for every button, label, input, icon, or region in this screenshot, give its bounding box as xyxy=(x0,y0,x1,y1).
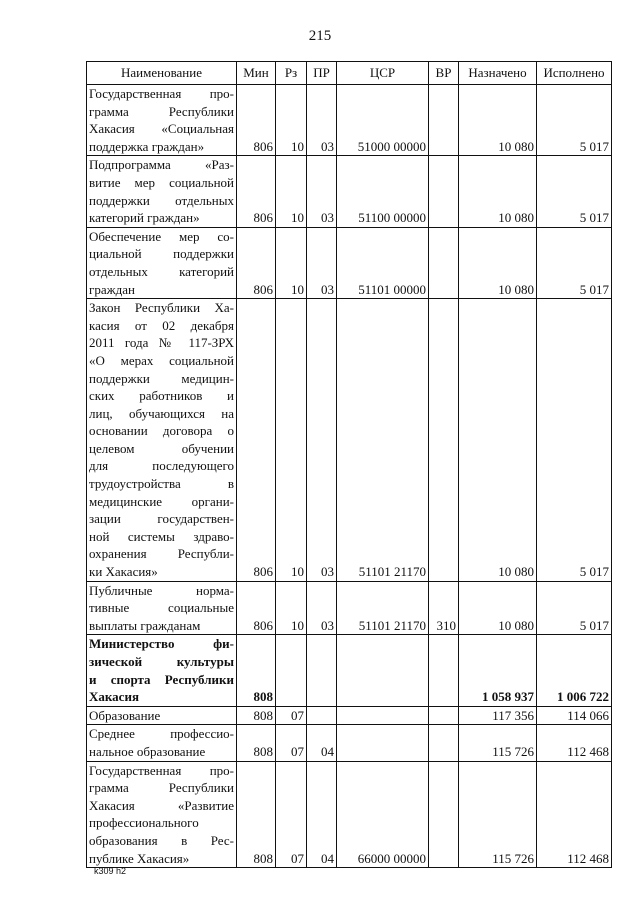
cell-assigned: 10 080 xyxy=(459,581,537,635)
cell-min: 808 xyxy=(237,725,276,761)
cell-executed: 112 468 xyxy=(537,761,612,868)
cell-executed: 5 017 xyxy=(537,581,612,635)
row-name-line: основании договора о xyxy=(89,423,234,439)
table-row xyxy=(87,227,612,298)
row-name-line: категорий граждан» xyxy=(89,210,200,226)
row-name-line: грамма Республики xyxy=(89,780,234,796)
cell-pr: 03 xyxy=(307,299,337,582)
cell-assigned: 115 726 xyxy=(459,761,537,868)
cell-vr xyxy=(429,227,459,298)
cell-pr: 04 xyxy=(307,725,337,761)
row-name-line: профессионального xyxy=(89,815,199,831)
row-name xyxy=(87,761,237,868)
cell-rz: 10 xyxy=(276,581,307,635)
header-vr: ВР xyxy=(429,62,459,85)
row-name-line: Закон Республики Ха- xyxy=(89,300,234,316)
cell-csr: 51101 00000 xyxy=(337,227,429,298)
cell-vr xyxy=(429,761,459,868)
row-name-line: Среднее профессио- xyxy=(89,726,234,742)
row-name-line: Хакасия xyxy=(89,689,139,705)
row-name-line: Государственная про- xyxy=(89,762,234,778)
header-name: Наименование xyxy=(87,62,237,85)
header-csr: ЦСР xyxy=(337,62,429,85)
row-name-line: ки Хакасия» xyxy=(89,564,158,580)
cell-assigned: 117 356 xyxy=(459,706,537,725)
cell-vr xyxy=(429,85,459,156)
table-row xyxy=(87,635,612,706)
cell-rz: 07 xyxy=(276,761,307,868)
row-name-line: публике Хакасия» xyxy=(89,850,190,866)
cell-min: 806 xyxy=(237,299,276,582)
cell-min: 806 xyxy=(237,156,276,227)
row-name-line: нальное образование xyxy=(89,743,206,759)
cell-rz: 10 xyxy=(276,227,307,298)
cell-rz: 07 xyxy=(276,706,307,725)
cell-rz xyxy=(276,635,307,706)
row-name-line: медицинские органи- xyxy=(89,493,234,509)
table-row xyxy=(87,299,612,582)
cell-assigned: 10 080 xyxy=(459,156,537,227)
table-header-row xyxy=(87,62,612,85)
row-name-line: трудоустройства в xyxy=(89,476,234,492)
budget-table xyxy=(86,61,612,868)
row-name-line: витие мер социальной xyxy=(89,174,234,190)
row-name-line: охранения Республи- xyxy=(89,546,234,562)
table-row xyxy=(87,761,612,868)
cell-csr: 51000 00000 xyxy=(337,85,429,156)
table-row xyxy=(87,581,612,635)
cell-csr: 51101 21170 xyxy=(337,299,429,582)
row-name xyxy=(87,725,237,761)
page-number: 215 xyxy=(308,28,332,44)
cell-csr: 51101 21170 xyxy=(337,581,429,635)
header-min: Мин xyxy=(237,62,276,85)
table-body xyxy=(87,85,612,868)
cell-vr xyxy=(429,725,459,761)
table-row xyxy=(87,725,612,761)
cell-pr: 03 xyxy=(307,581,337,635)
footer-code: k309 h2 xyxy=(94,866,127,876)
row-name-line: отдельных категорий xyxy=(89,263,234,279)
cell-assigned: 1 058 937 xyxy=(459,635,537,706)
cell-csr: 51100 00000 xyxy=(337,156,429,227)
cell-executed: 5 017 xyxy=(537,85,612,156)
row-name-line: «О мерах социальной xyxy=(89,352,234,368)
cell-pr xyxy=(307,706,337,725)
cell-executed: 1 006 722 xyxy=(537,635,612,706)
cell-min: 806 xyxy=(237,581,276,635)
cell-executed: 112 468 xyxy=(537,725,612,761)
row-name-line: тивные социальные xyxy=(89,600,234,616)
header-rz: Рз xyxy=(276,62,307,85)
row-name-line: ских работников и xyxy=(89,388,234,404)
cell-min: 808 xyxy=(237,635,276,706)
row-name-line: лиц, обучающихся на xyxy=(89,405,234,421)
row-name-line: зической культуры xyxy=(89,654,234,669)
cell-vr xyxy=(429,299,459,582)
header-executed: Исполнено xyxy=(537,62,612,85)
cell-csr xyxy=(337,706,429,725)
row-name-line: касия от 02 декабря xyxy=(89,317,234,333)
row-name xyxy=(87,299,237,582)
table-row xyxy=(87,706,612,725)
cell-assigned: 115 726 xyxy=(459,725,537,761)
cell-rz: 10 xyxy=(276,85,307,156)
row-name-line: для последующего xyxy=(89,458,234,474)
row-name-line: поддержки медицин- xyxy=(89,370,234,386)
cell-assigned: 10 080 xyxy=(459,299,537,582)
row-name-line: грамма Республики xyxy=(89,103,234,119)
row-name-line: Хакасия «Развитие xyxy=(89,797,234,813)
cell-pr: 04 xyxy=(307,761,337,868)
row-name xyxy=(87,581,237,635)
cell-pr: 03 xyxy=(307,227,337,298)
cell-rz: 10 xyxy=(276,156,307,227)
cell-csr: 66000 00000 xyxy=(337,761,429,868)
row-name-line: циальной поддержки xyxy=(89,246,234,262)
cell-executed: 114 066 xyxy=(537,706,612,725)
cell-min: 806 xyxy=(237,227,276,298)
row-name xyxy=(87,85,237,156)
header-pr: ПР xyxy=(307,62,337,85)
cell-rz: 10 xyxy=(276,299,307,582)
row-name-line: граждан xyxy=(89,281,135,297)
row-name-line: 2011 года № 117-ЗРХ xyxy=(89,335,234,351)
row-name-line: Публичные норма- xyxy=(89,582,234,598)
cell-assigned: 10 080 xyxy=(459,85,537,156)
cell-executed: 5 017 xyxy=(537,156,612,227)
row-name-line: Обеспечение мер со- xyxy=(89,228,234,244)
row-name-line: поддержка граждан» xyxy=(89,138,205,154)
table-row xyxy=(87,85,612,156)
cell-executed: 5 017 xyxy=(537,299,612,582)
table-row xyxy=(87,156,612,227)
row-name-line: Хакасия «Социальная xyxy=(89,121,234,137)
cell-rz: 07 xyxy=(276,725,307,761)
cell-assigned: 10 080 xyxy=(459,227,537,298)
cell-min: 806 xyxy=(237,85,276,156)
row-name-line: Государственная про- xyxy=(89,86,234,101)
cell-min: 808 xyxy=(237,761,276,868)
cell-min: 808 xyxy=(237,706,276,725)
row-name-line: образования в Рес- xyxy=(89,832,234,848)
row-name xyxy=(87,227,237,298)
cell-vr xyxy=(429,156,459,227)
cell-pr xyxy=(307,635,337,706)
cell-csr xyxy=(337,725,429,761)
header-assigned: Назначено xyxy=(459,62,537,85)
row-name-line: Министерство фи- xyxy=(89,636,234,652)
row-name-line: поддержки отдельных xyxy=(89,192,234,208)
row-name-line: Образование xyxy=(89,707,161,723)
row-name xyxy=(87,635,237,706)
cell-vr: 310 xyxy=(429,581,459,635)
row-name xyxy=(87,156,237,227)
row-name-line: Подпрограмма «Раз- xyxy=(89,157,234,173)
cell-pr: 03 xyxy=(307,156,337,227)
row-name-line: и спорта Республики xyxy=(89,671,234,687)
row-name-line: ной системы здраво- xyxy=(89,528,234,544)
cell-vr xyxy=(429,635,459,706)
row-name-line: выплаты гражданам xyxy=(89,617,201,633)
cell-executed: 5 017 xyxy=(537,227,612,298)
cell-pr: 03 xyxy=(307,85,337,156)
row-name-line: целевом обучении xyxy=(89,440,234,456)
cell-vr xyxy=(429,706,459,725)
row-name-line: зации государствен- xyxy=(89,511,234,527)
row-name xyxy=(87,706,237,725)
cell-csr xyxy=(337,635,429,706)
